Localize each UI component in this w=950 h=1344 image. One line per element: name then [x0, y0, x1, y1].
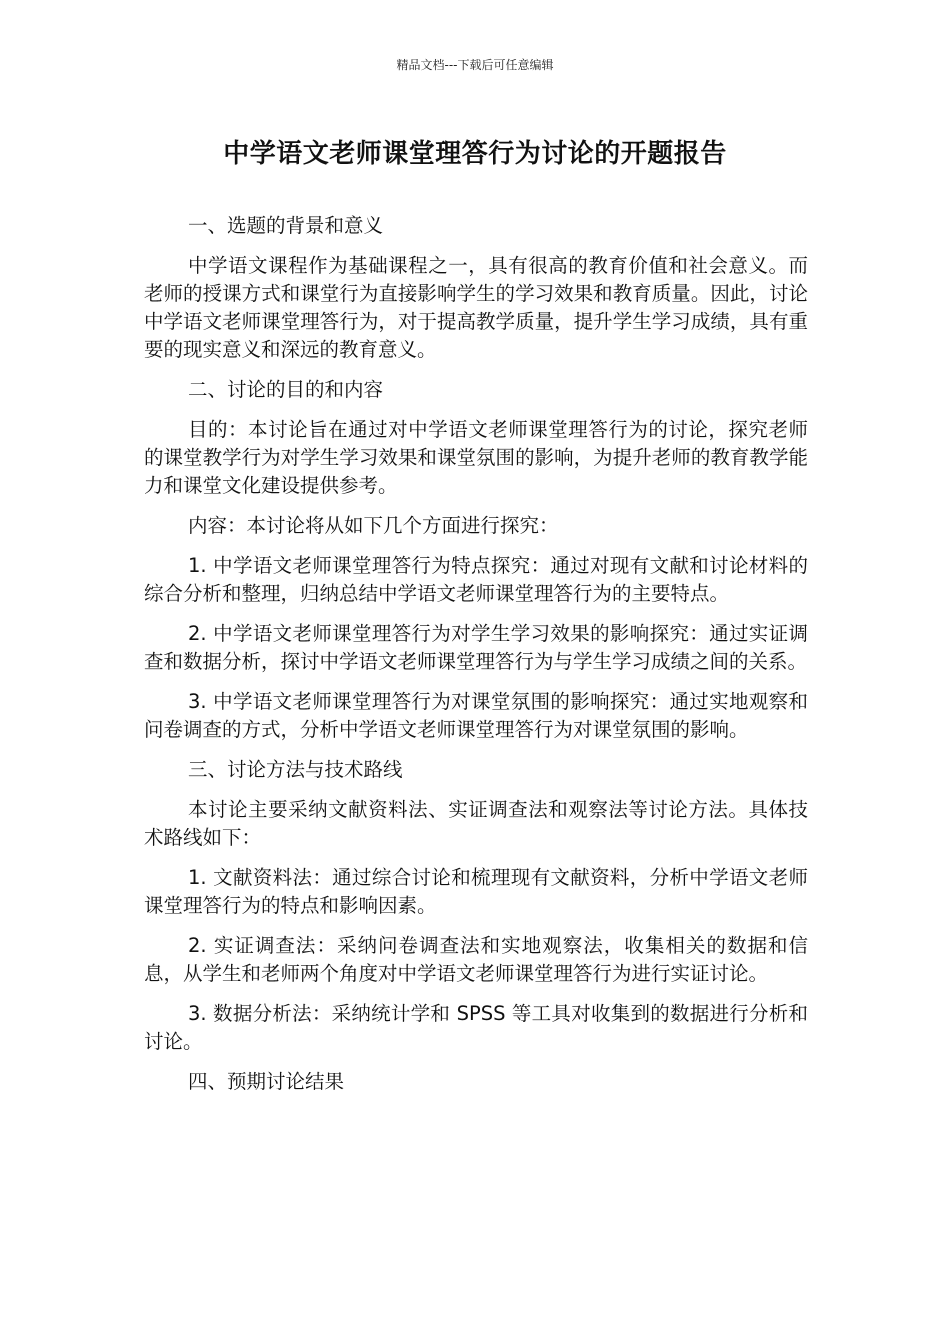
list-item-method-2: 2. 实证调查法：采纳问卷调查法和实地观察法，收集相关的数据和信息，从学生和老师两个角度对中学语文老师课堂理答行为进行实证讨论。 [144, 934, 808, 985]
paragraph-methods-intro: 本讨论主要采纳文献资料法、实证调查法和观察法等讨论方法。具体技术路线如下： [144, 798, 808, 849]
section-heading-purpose: 二、讨论的目的和内容 [188, 378, 384, 401]
section-heading-background: 一、选题的背景和意义 [188, 214, 384, 237]
paragraph-content-intro: 内容：本讨论将从如下几个方面进行探究： [188, 514, 559, 537]
list-item-content-2: 2. 中学语文老师课堂理答行为对学生学习效果的影响探究：通过实证调查和数据分析，探讨中学语文老师课堂理答行为与学生学习成绩之间的关系。 [144, 622, 808, 673]
document-title: 中学语文老师课堂理答行为讨论的开题报告 [223, 139, 727, 169]
list-item-content-3: 3. 中学语文老师课堂理答行为对课堂氛围的影响探究：通过实地观察和问卷调查的方式，分析中学语文老师课堂理答行为对课堂氛围的影响。 [144, 690, 808, 741]
list-item-content-1: 1. 中学语文老师课堂理答行为特点探究：通过对现有文献和讨论材料的综合分析和整理，归纳总结中学语文老师课堂理答行为的主要特点。 [144, 554, 808, 605]
paragraph-purpose: 目的：本讨论旨在通过对中学语文老师课堂理答行为的讨论，探究老师的课堂教学行为对学生学习效果和课堂氛围的影响，为提升老师的教育教学能力和课堂文化建设提供参考。 [144, 418, 808, 497]
section-heading-methods: 三、讨论方法与技术路线 [188, 758, 403, 781]
document-body [144, 212, 808, 1108]
paragraph-background: 中学语文课程作为基础课程之一，具有很高的教育价值和社会意义。而老师的授课方式和课堂行为直接影响学生的学习效果和教育质量。因此，讨论中学语文老师课堂理答行为，对于提高教学质量，提升学生学习成绩，具有重要的现实意义和深远的教育意义。 [144, 254, 808, 361]
list-item-method-1: 1. 文献资料法：通过综合讨论和梳理现有文献资料，分析中学语文老师课堂理答行为的特点和影响因素。 [144, 866, 808, 917]
page-header: 精品文档---下载后可任意编辑 [396, 58, 554, 72]
section-heading-expected-results: 四、预期讨论结果 [188, 1070, 345, 1093]
list-item-method-3: 3. 数据分析法：采纳统计学和 SPSS 等工具对收集到的数据进行分析和讨论。 [144, 1002, 808, 1053]
